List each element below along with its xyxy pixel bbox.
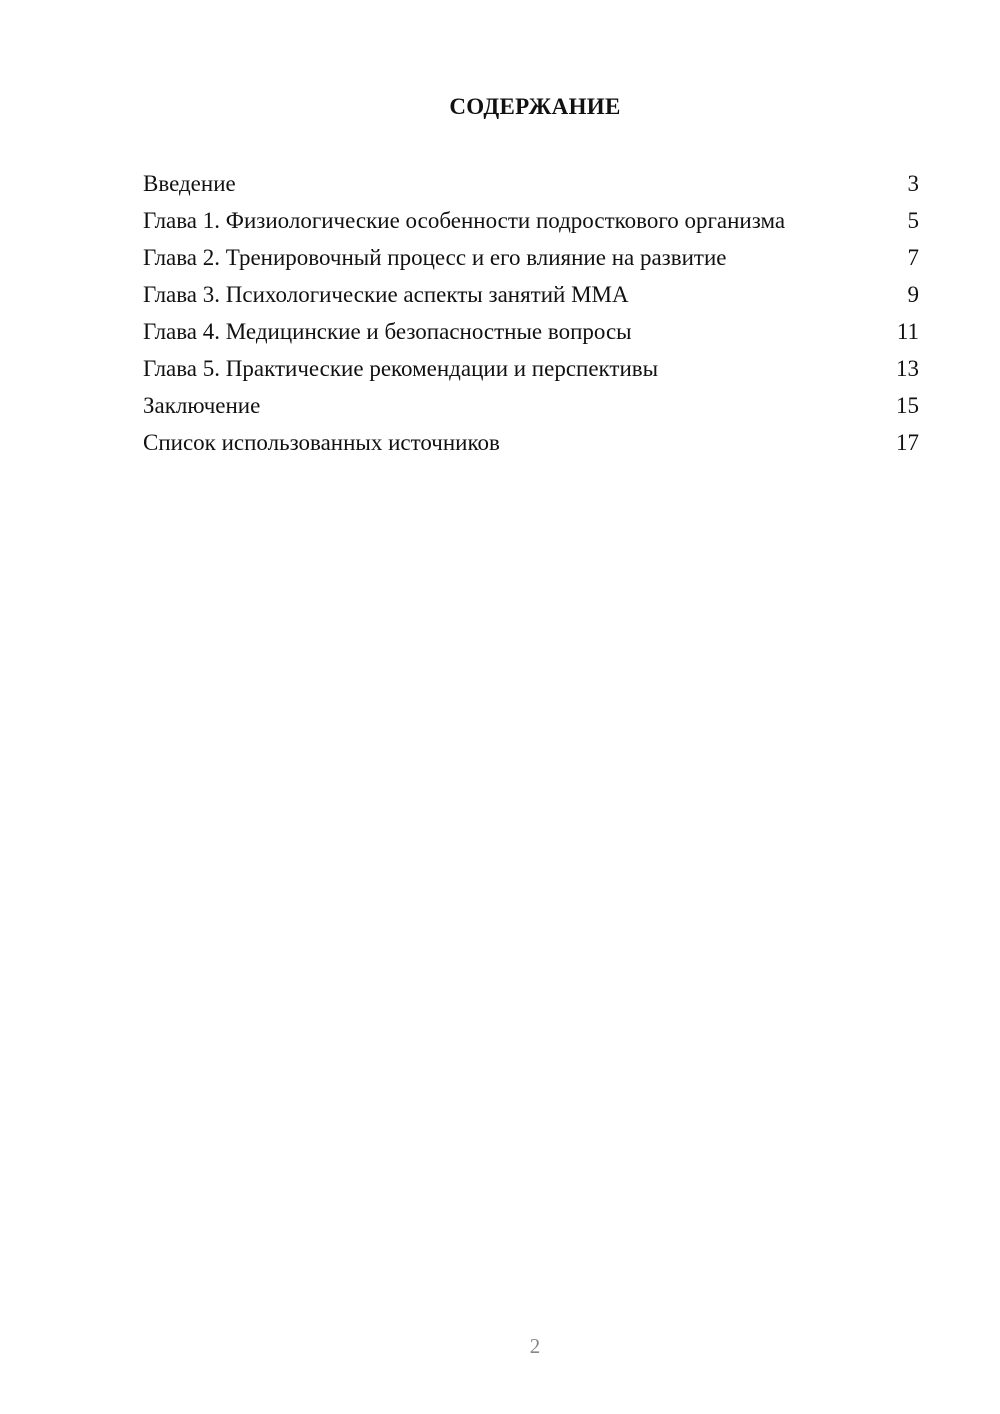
toc-item-label: Глава 4. Медицинские и безопасностные вопросы [143, 319, 632, 344]
toc-item-page: 11 [896, 319, 919, 344]
toc-item-chapter-3[interactable] [143, 281, 919, 309]
toc-item-page: 3 [907, 171, 919, 196]
toc-item-label: Глава 3. Психологические аспекты занятий ММА [143, 282, 629, 307]
toc-item-label: Список использованных источников [143, 430, 500, 455]
toc-item-label: Глава 5. Практические рекомендации и перспективы [143, 356, 659, 381]
toc-item-label: Введение [143, 171, 236, 196]
toc-item-label: Глава 1. Физиологические особенности подросткового организма [143, 208, 786, 233]
table-of-contents [143, 170, 919, 466]
page-number: 2 [529, 1334, 541, 1358]
toc-item-chapter-2[interactable] [143, 244, 919, 272]
toc-item-page: 5 [907, 208, 919, 233]
toc-item-label: Заключение [143, 393, 261, 418]
toc-item-conclusion[interactable] [143, 392, 919, 420]
toc-item-chapter-5[interactable] [143, 355, 919, 383]
toc-item-label: Глава 2. Тренировочный процесс и его влияние на развитие [143, 245, 727, 270]
toc-item-introduction[interactable] [143, 170, 919, 198]
toc-item-page: 17 [896, 430, 919, 455]
toc-item-page: 15 [896, 393, 919, 418]
page-title: СОДЕРЖАНИЕ [449, 94, 621, 119]
toc-item-page: 13 [896, 356, 919, 381]
toc-item-page: 9 [907, 282, 919, 307]
toc-item-chapter-1[interactable] [143, 207, 919, 235]
toc-item-page: 7 [907, 245, 919, 270]
toc-item-chapter-4[interactable] [143, 318, 919, 346]
toc-item-references[interactable] [143, 429, 919, 457]
